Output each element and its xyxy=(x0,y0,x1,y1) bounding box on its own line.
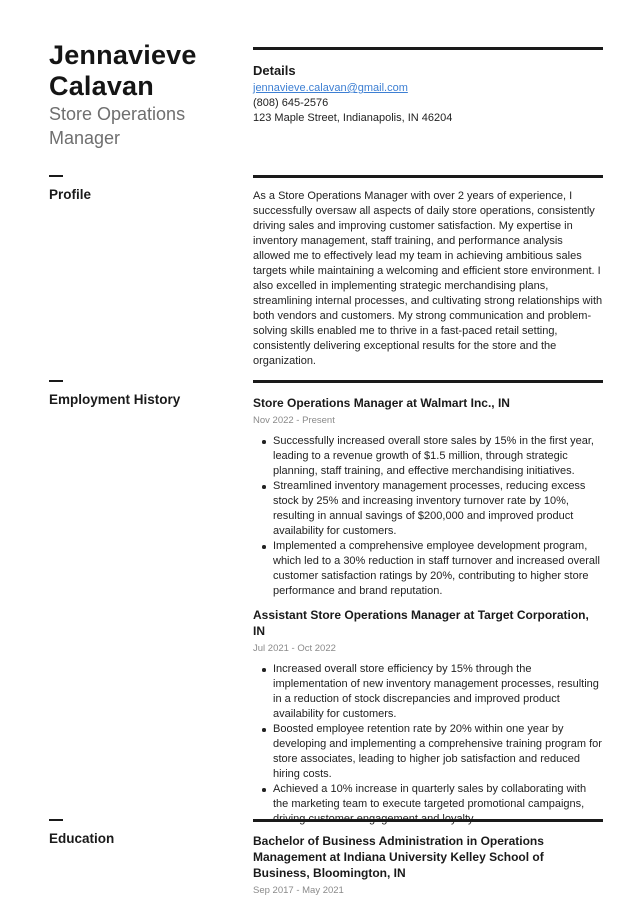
profile-label: Profile xyxy=(49,187,92,202)
details-section xyxy=(253,62,603,126)
job-entry xyxy=(253,607,603,827)
education-divider xyxy=(253,819,603,822)
job-bullet: Streamlined inventory management processes, reducing excess stock by 25% and increasing inventory turnover rate by 10%, resulting in annual savings of $200,000 and improved product availability for customers. xyxy=(253,479,603,539)
employment-divider xyxy=(253,380,603,383)
job-bullet: Achieved a 10% increase in quarterly sales by collaborating with the marketing team to execute targeted promotional campaigns, driving customer engagement and loyalty. xyxy=(253,782,603,827)
job-heading: Store Operations Manager at Walmart Inc., IN xyxy=(253,396,510,410)
employment-label: Employment History xyxy=(49,392,181,407)
job-dates: Jul 2021 - Oct 2022 xyxy=(253,643,336,654)
job-bullet: Boosted employee retention rate by 20% within one year by developing and implementing a comprehensive training program for store associates, leading to higher job satisfaction and reduced hiring costs. xyxy=(253,722,603,782)
job-bullets xyxy=(253,662,603,827)
candidate-job-title: Store Operations Manager xyxy=(49,104,186,148)
job-heading: Assistant Store Operations Manager at Target Corporation, IN xyxy=(253,608,589,638)
address: 123 Maple Street, Indianapolis, IN 46204 xyxy=(253,112,453,124)
job-bullet: Implemented a comprehensive employee development program, which led to a 30% reduction in staff turnover and increased overall customer satisfaction ratings by 20%, contributing to higher store performance and brand reputation. xyxy=(253,539,603,599)
job-entry xyxy=(253,395,603,599)
details-divider xyxy=(253,47,603,50)
phone-number: (808) 645-2576 xyxy=(253,97,329,109)
education-entry xyxy=(253,833,603,904)
profile-dash xyxy=(49,175,63,177)
employment-dash xyxy=(49,380,63,382)
job-dates: Nov 2022 - Present xyxy=(253,415,335,426)
education-dates: Sep 2017 - May 2021 xyxy=(253,885,344,896)
email-link[interactable]: jennavieve.calavan@gmail.com xyxy=(253,82,408,94)
profile-divider xyxy=(253,175,603,178)
profile-text: As a Store Operations Manager with over 2 years of experience, I successfully oversaw all aspects of daily store operations, consistently driving sales and improving customer satisfaction. My expertise in inventory management, staff training, and performance analysis allowed me to effectively lead my team in achieving ambitious sales targets while maintaining a welcoming and efficient store environment. I also excelled in implementing strategic merchandising plans, streamlining internal processes, and cultivating strong relationships with both vendors and customers. My strong communication and problem-solving skills enabled me to thrive in a fast-paced retail setting, consistently delivering exceptional results for the store and the organization. xyxy=(253,190,603,367)
job-bullet: Increased overall store efficiency by 15% through the implementation of new inventory management processes, resulting in a reduction of stock discrepancies and improved product availability for customers. xyxy=(253,662,603,722)
details-heading: Details xyxy=(253,63,296,78)
education-dash xyxy=(49,819,63,821)
job-bullets xyxy=(253,434,603,599)
education-label: Education xyxy=(49,831,115,846)
job-bullet: Successfully increased overall store sales by 15% in the first year, leading to a revenue growth of $1.5 million, through strategic planning, staff training, and effective merchandising initiatives. xyxy=(253,434,603,479)
education-heading: Bachelor of Business Administration in Operations Management at Indiana University Kelley School of Business, Bloomington, IN xyxy=(253,834,544,880)
candidate-name: Jennavieve Calavan xyxy=(49,40,197,101)
